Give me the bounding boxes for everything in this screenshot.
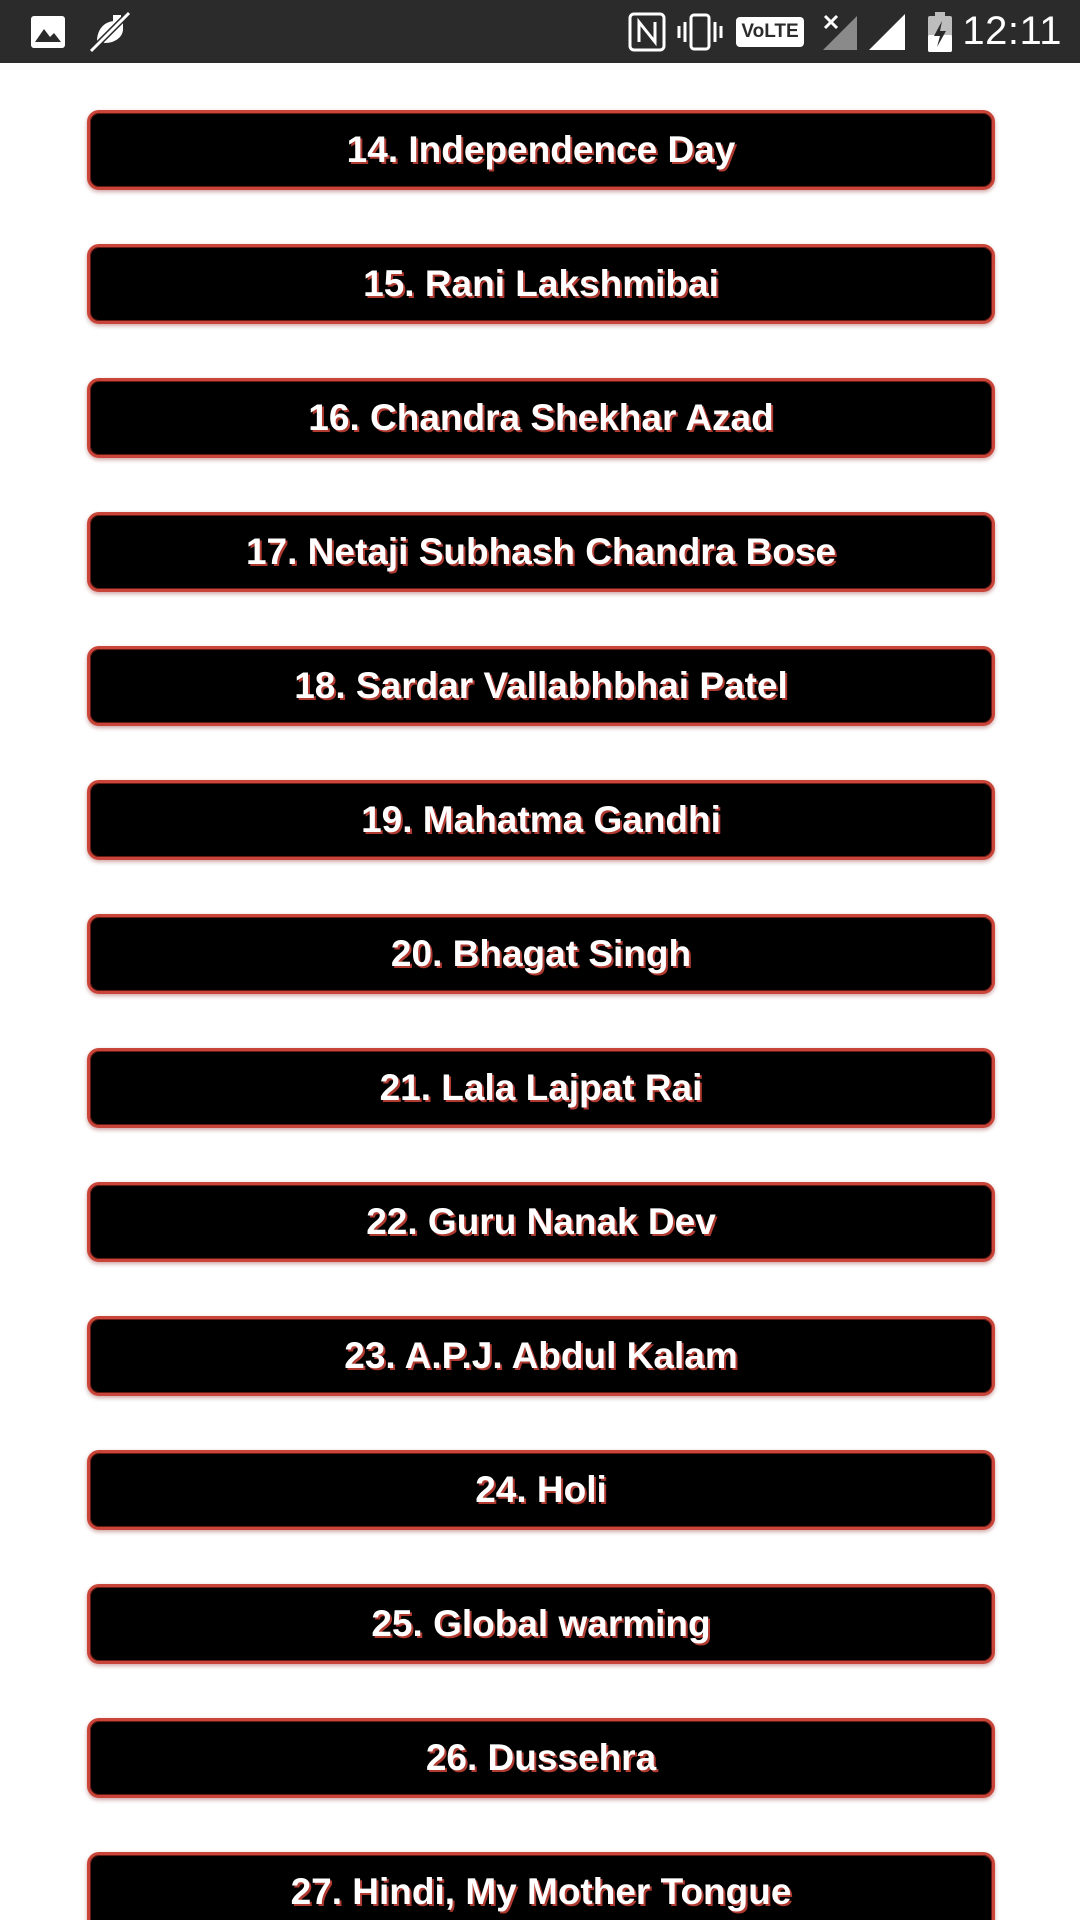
volte-icon xyxy=(734,0,806,63)
signal-icon xyxy=(866,0,908,63)
list-item-button[interactable]: 22. Guru Nanak Dev xyxy=(87,1182,995,1262)
nfc-icon xyxy=(626,0,668,63)
list-item-button[interactable]: 24. Holi xyxy=(87,1450,995,1530)
list-item-button[interactable]: 17. Netaji Subhash Chandra Bose xyxy=(87,512,995,592)
list-item-button[interactable]: 21. Lala Lajpat Rai xyxy=(87,1048,995,1128)
list-item-button[interactable]: 26. Dussehra xyxy=(87,1718,995,1798)
gallery-icon xyxy=(28,0,68,63)
volte-label: VoLTE xyxy=(736,17,803,47)
list-item-button[interactable]: 19. Mahatma Gandhi xyxy=(87,780,995,860)
vibrate-icon xyxy=(676,0,724,63)
list-item-button[interactable]: 16. Chandra Shekhar Azad xyxy=(87,378,995,458)
list-item-button[interactable]: 25. Global warming xyxy=(87,1584,995,1664)
battery-charging-icon xyxy=(924,0,956,63)
list-item-button[interactable]: 18. Sardar Vallabhbhai Patel xyxy=(87,646,995,726)
status-bar xyxy=(0,0,1080,63)
mute-icon xyxy=(86,0,134,63)
list-item-button[interactable]: 27. Hindi, My Mother Tongue xyxy=(87,1852,995,1920)
no-signal-icon xyxy=(820,0,860,63)
list-item-button[interactable]: 23. A.P.J. Abdul Kalam xyxy=(87,1316,995,1396)
list-item-button[interactable]: 14. Independence Day xyxy=(87,110,995,190)
list-item-button[interactable]: 20. Bhagat Singh xyxy=(87,914,995,994)
clock: 12:11 xyxy=(962,9,1062,53)
list-item-button[interactable]: 15. Rani Lakshmibai xyxy=(87,244,995,324)
essay-topic-list[interactable] xyxy=(0,63,1080,1920)
